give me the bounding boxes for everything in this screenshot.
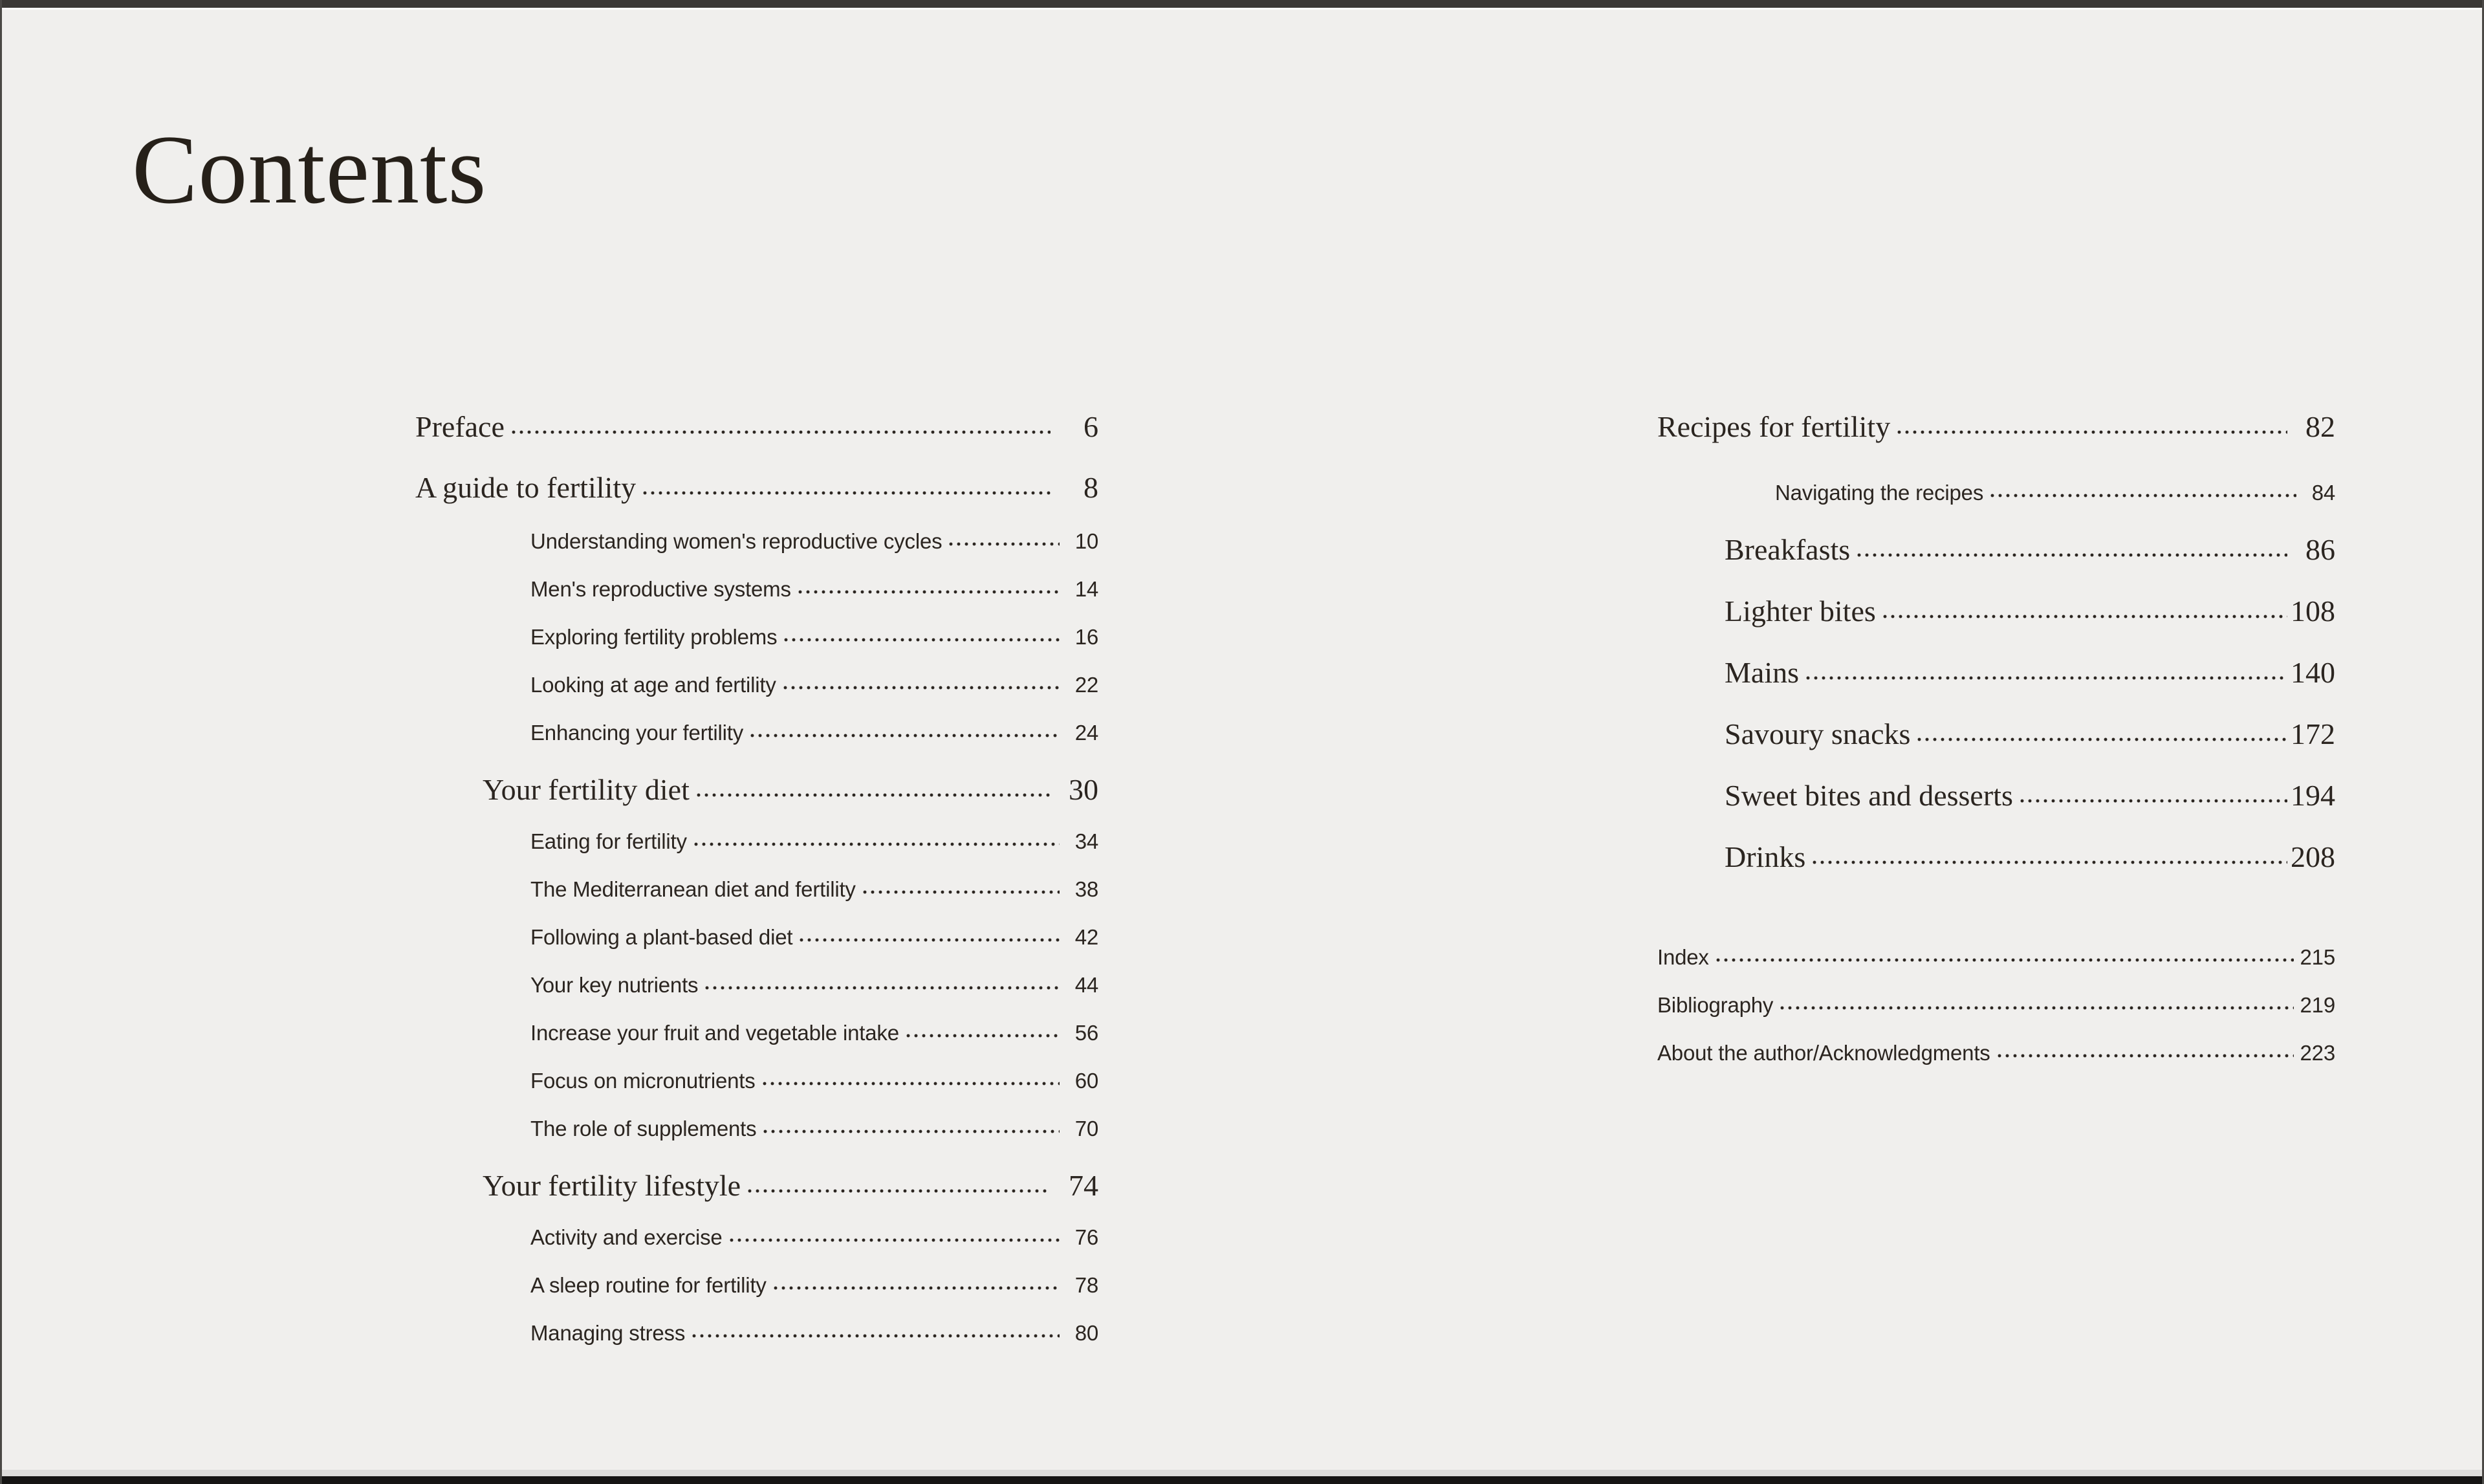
toc-entry-page: 14 — [1074, 577, 1098, 601]
toc-entry — [415, 1070, 1098, 1091]
toc-entry-label: Understanding women's reproductive cycles — [530, 529, 942, 553]
toc-entry-label: Activity and exercise — [530, 1225, 723, 1249]
toc-entry-page: 22 — [1074, 673, 1098, 697]
dot-leader — [1855, 551, 2287, 559]
toc-entry-page: 60 — [1074, 1069, 1098, 1093]
toc-entry-label: Savoury snacks — [1725, 717, 1911, 750]
dot-leader — [692, 840, 1060, 848]
toc-entry-page: 44 — [1074, 973, 1098, 997]
page-bottom-edge-highlight — [0, 1470, 2484, 1476]
toc-entry-page: 56 — [1074, 1021, 1098, 1045]
page-top-edge-highlight — [0, 8, 2484, 10]
dot-leader — [728, 1236, 1060, 1244]
dot-leader — [690, 1332, 1060, 1340]
dot-leader — [861, 888, 1060, 896]
dot-leader — [761, 1080, 1060, 1087]
toc-entry-page: 108 — [2291, 595, 2335, 627]
toc-entry — [415, 1227, 1098, 1248]
toc-entry-label: Exploring fertility problems — [530, 625, 778, 649]
toc-entry-page: 215 — [2300, 945, 2335, 969]
toc-entry — [415, 473, 1098, 503]
dot-leader — [798, 936, 1060, 944]
toc-entry — [415, 722, 1098, 743]
toc-entry — [415, 674, 1098, 695]
toc-entry — [1657, 781, 2335, 811]
toc-entry — [415, 1022, 1098, 1043]
dot-leader — [1996, 1052, 2294, 1060]
toc-entry-label: Lighter bites — [1725, 595, 1876, 627]
toc-entry-label: About the author/Acknowledgments — [1657, 1041, 1990, 1065]
toc-entry-page: 6 — [1084, 410, 1098, 443]
toc-entry — [415, 412, 1098, 442]
dot-leader — [1915, 736, 2287, 743]
toc-entry-page: 74 — [1069, 1169, 1098, 1202]
page-title: Contents — [132, 115, 487, 224]
toc-entry — [1657, 946, 2335, 968]
toc-entry-page: 223 — [2300, 1041, 2335, 1065]
toc-entry-label: Your key nutrients — [530, 973, 699, 997]
toc-entry-label: Focus on micronutrients — [530, 1069, 756, 1093]
toc-entry-page: 76 — [1074, 1225, 1098, 1249]
dot-leader — [1804, 674, 2287, 682]
dot-leader — [510, 428, 1051, 436]
toc-entry-page: 8 — [1084, 471, 1098, 504]
toc-entry-page: 80 — [1074, 1321, 1098, 1345]
toc-entry-page: 219 — [2300, 993, 2335, 1017]
dot-leader — [772, 1284, 1060, 1292]
toc-entry — [415, 578, 1098, 600]
toc-entry — [415, 1274, 1098, 1296]
dot-leader — [1811, 858, 2287, 866]
toc-entry-page: 34 — [1074, 829, 1098, 853]
page-top-edge — [0, 0, 2484, 8]
toc-entry-label: Looking at age and fertility — [530, 673, 776, 697]
dot-leader — [2018, 797, 2287, 805]
dot-leader — [748, 732, 1060, 739]
toc-column-right — [1657, 412, 2335, 1064]
toc-entry-page: 24 — [1074, 721, 1098, 745]
toc-column-left — [415, 412, 1098, 1344]
dot-leader — [782, 636, 1060, 644]
dot-leader — [695, 791, 1051, 799]
toc-entry — [1657, 482, 2335, 503]
toc-entry-label: Enhancing your fertility — [530, 721, 744, 745]
toc-entry-page: 84 — [2311, 481, 2335, 505]
dot-leader — [746, 1187, 1051, 1195]
toc-entry-page: 82 — [2305, 410, 2335, 443]
toc-entry-label: Preface — [415, 410, 505, 443]
toc-entry-label: Index — [1657, 945, 1709, 969]
toc-entry — [415, 775, 1098, 805]
toc-entry-page: 78 — [1074, 1273, 1098, 1297]
toc-entry-label: The role of supplements — [530, 1117, 757, 1140]
dot-leader — [947, 540, 1060, 548]
toc-entry-label: Managing stress — [530, 1321, 686, 1345]
toc-entry-page: 42 — [1074, 925, 1098, 949]
toc-entry-label: Increase your fruit and vegetable intake — [530, 1021, 899, 1045]
toc-entry — [1657, 658, 2335, 688]
toc-entry — [1657, 1042, 2335, 1064]
toc-entry-page: 16 — [1074, 625, 1098, 649]
toc-entry — [1657, 719, 2335, 749]
toc-entry-page: 70 — [1074, 1117, 1098, 1140]
dot-leader — [781, 684, 1060, 692]
toc-entry-label: Eating for fertility — [530, 829, 687, 853]
page-bottom-edge — [0, 1476, 2484, 1484]
toc-entry — [1657, 596, 2335, 626]
toc-entry-label: Recipes for fertility — [1657, 410, 1891, 443]
toc-entry-label: Your fertility diet — [483, 773, 690, 806]
page-left-edge — [0, 0, 2, 1484]
toc-entry-label: Navigating the recipes — [1775, 481, 1984, 505]
toc-entry-page: 10 — [1074, 529, 1098, 553]
toc-entry-label: The Mediterranean diet and fertility — [530, 877, 856, 901]
toc-entry-label: A guide to fertility — [415, 471, 637, 504]
dot-leader — [1988, 492, 2296, 499]
toc-entry — [415, 626, 1098, 648]
toc-entry — [1657, 842, 2335, 872]
dot-leader — [796, 588, 1060, 596]
toc-entry-page: 86 — [2305, 533, 2335, 566]
dot-leader — [641, 489, 1051, 497]
toc-entry-page: 208 — [2291, 840, 2335, 873]
dot-leader — [1778, 1004, 2294, 1012]
toc-entry-page: 30 — [1069, 773, 1098, 806]
dot-leader — [1895, 428, 2287, 436]
dot-leader — [1714, 956, 2294, 964]
toc-entry — [415, 1118, 1098, 1139]
toc-entry — [415, 878, 1098, 900]
toc-entry-label: Men's reproductive systems — [530, 577, 791, 601]
toc-entry-page: 140 — [2291, 656, 2335, 689]
toc-entry — [415, 974, 1098, 996]
toc-entry-page: 194 — [2291, 779, 2335, 812]
toc-entry — [1657, 535, 2335, 565]
toc-entry — [415, 1322, 1098, 1344]
dot-leader — [904, 1032, 1060, 1040]
toc-entry — [415, 831, 1098, 852]
toc-entry — [1657, 412, 2335, 442]
toc-entry-page: 172 — [2291, 717, 2335, 750]
toc-entry — [1657, 994, 2335, 1016]
toc-entry-label: Your fertility lifestyle — [483, 1169, 741, 1202]
toc-entry-label: Drinks — [1725, 840, 1806, 873]
dot-leader — [761, 1128, 1060, 1135]
toc-entry-label: Mains — [1725, 656, 1799, 689]
toc-entry — [415, 1171, 1098, 1201]
toc-entry-label: Breakfasts — [1725, 533, 1851, 566]
toc-entry-label: A sleep routine for fertility — [530, 1273, 767, 1297]
toc-entry-label: Bibliography — [1657, 993, 1774, 1017]
toc-entry — [415, 530, 1098, 552]
toc-entry-label: Following a plant-based diet — [530, 925, 793, 949]
toc-entry-label: Sweet bites and desserts — [1725, 779, 2013, 812]
dot-leader — [703, 984, 1060, 992]
toc-entry-page: 38 — [1074, 877, 1098, 901]
dot-leader — [1881, 613, 2287, 620]
toc-entry — [415, 926, 1098, 948]
